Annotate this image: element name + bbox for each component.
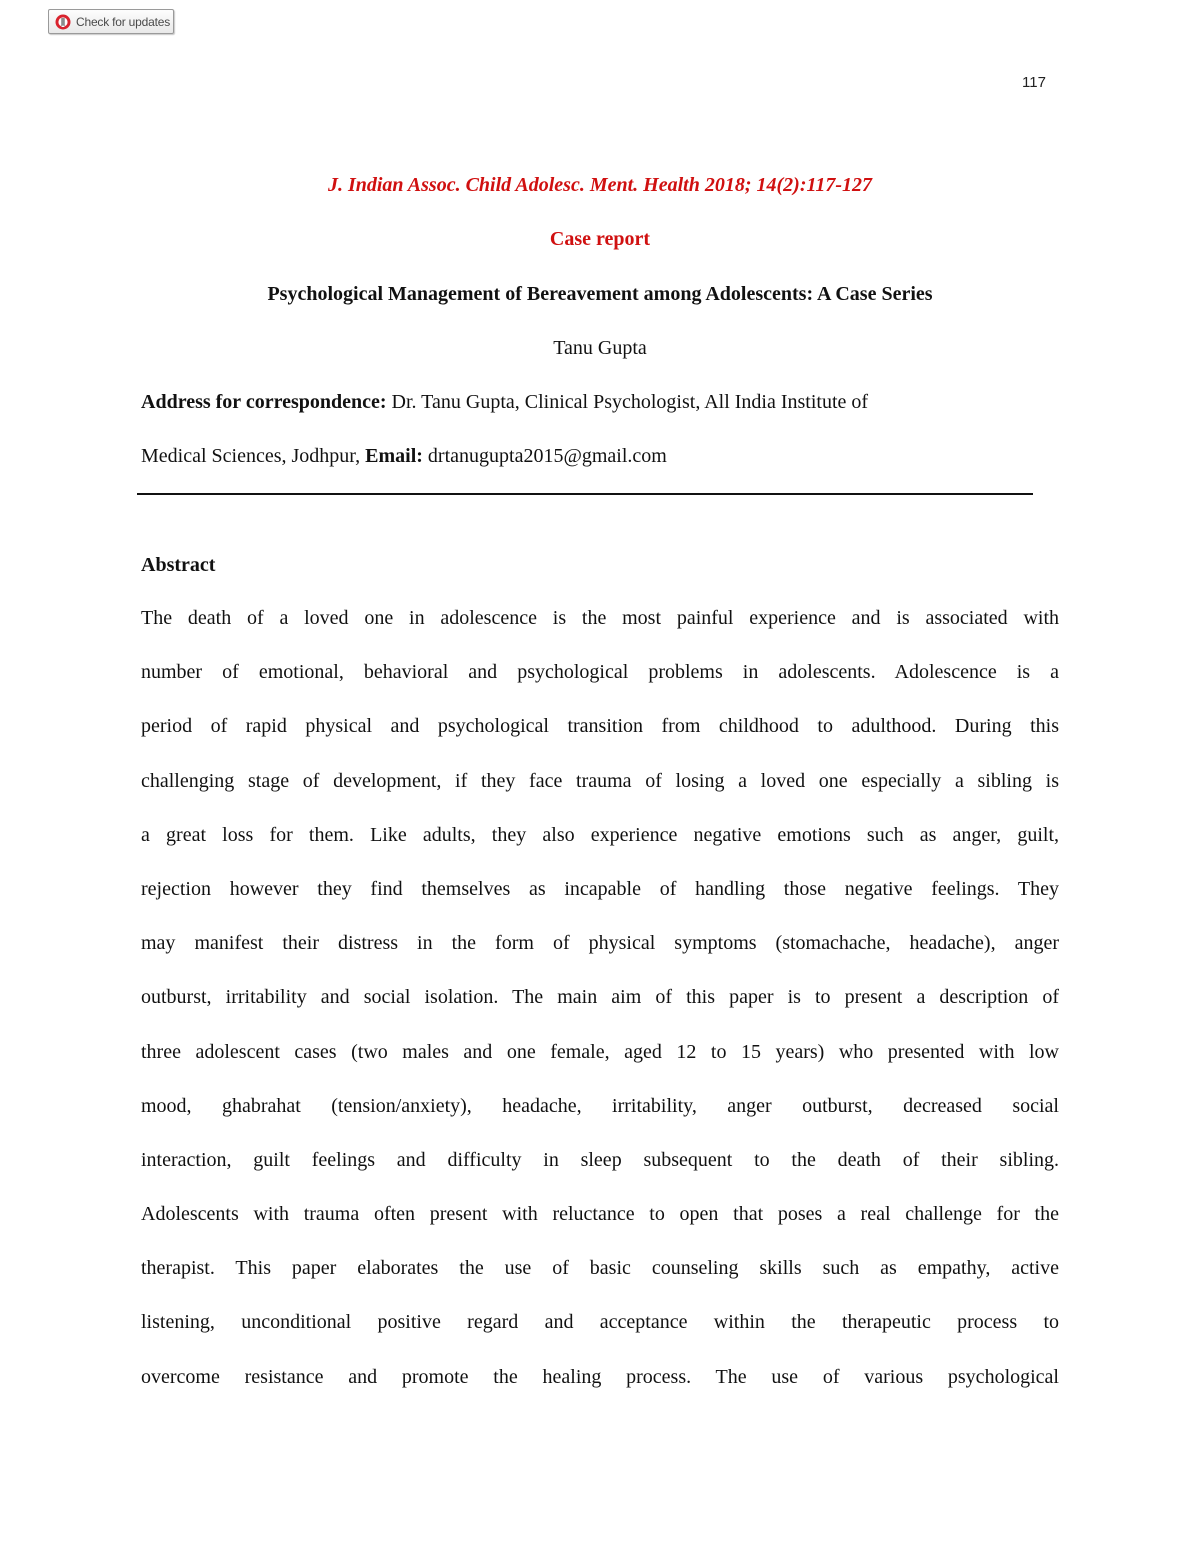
check-for-updates-label: Check for updates xyxy=(76,14,170,29)
correspondence-label: Address for correspondence: xyxy=(141,391,387,413)
crossmark-icon xyxy=(55,14,71,30)
abstract-line: rejection however they find themselves as incapable of handling those negative feelings. They xyxy=(141,877,1059,900)
article-title: Psychological Management of Bereavement among Adolescents: A Case Series xyxy=(267,283,933,305)
abstract-line: number of emotional, behavioral and psychological problems in adolescents. Adolescence is a xyxy=(141,661,1059,684)
correspondence-line-2 xyxy=(141,444,667,468)
abstract-line: outburst, irritability and social isolation. The main aim of this paper is to present a description of xyxy=(141,986,1059,1009)
page-number: 117 xyxy=(1022,74,1046,91)
abstract-line: The death of a loved one in adolescence is the most painful experience and is associated with xyxy=(141,607,1059,629)
correspondence-line-1 xyxy=(141,390,868,414)
article-type: Case report xyxy=(549,228,651,250)
abstract-line: period of rapid physical and psychological transition from childhood to adulthood. During this xyxy=(141,715,1059,738)
abstract-line: Adolescents with trauma often present with reluctance to open that poses a real challenge for the xyxy=(141,1203,1059,1226)
correspondence-address-cont: Medical Sciences, Jodhpur, xyxy=(141,445,366,467)
check-for-updates-button[interactable] xyxy=(48,9,174,34)
abstract-line: challenging stage of development, if they face trauma of losing a loved one especially a sibling is xyxy=(141,769,1059,792)
author-name: Tanu Gupta xyxy=(553,337,647,359)
abstract-line: therapist. This paper elaborates the use of basic counseling skills such as empathy, active xyxy=(141,1257,1059,1280)
email-address: drtanugupta2015@gmail.com xyxy=(422,445,667,467)
abstract-line: interaction, guilt feelings and difficulty in sleep subsequent to the death of their sibling. xyxy=(141,1148,1059,1171)
abstract-heading: Abstract xyxy=(141,554,216,576)
abstract-line: mood, ghabrahat (tension/anxiety), headache, irritability, anger outburst, decreased social xyxy=(141,1094,1059,1117)
abstract-line: may manifest their distress in the form of physical symptoms (stomachache, headache), anger xyxy=(141,932,1059,955)
journal-citation: J. Indian Assoc. Child Adolesc. Ment. Health 2018; 14(2):117-127 xyxy=(327,174,873,196)
abstract-line: three adolescent cases (two males and one female, aged 12 to 15 years) who presented with low xyxy=(141,1040,1059,1063)
abstract-line: overcome resistance and promote the healing process. The use of various psychological xyxy=(141,1365,1059,1388)
email-label: Email: xyxy=(365,445,423,467)
header-divider xyxy=(137,493,1033,495)
correspondence-address: Dr. Tanu Gupta, Clinical Psychologist, All India Institute of xyxy=(386,391,869,413)
abstract-body xyxy=(141,594,1059,1407)
abstract-line: listening, unconditional positive regard and acceptance within the therapeutic process to xyxy=(141,1311,1059,1334)
abstract-line: a great loss for them. Like adults, they also experience negative emotions such as anger, guilt, xyxy=(141,823,1059,846)
